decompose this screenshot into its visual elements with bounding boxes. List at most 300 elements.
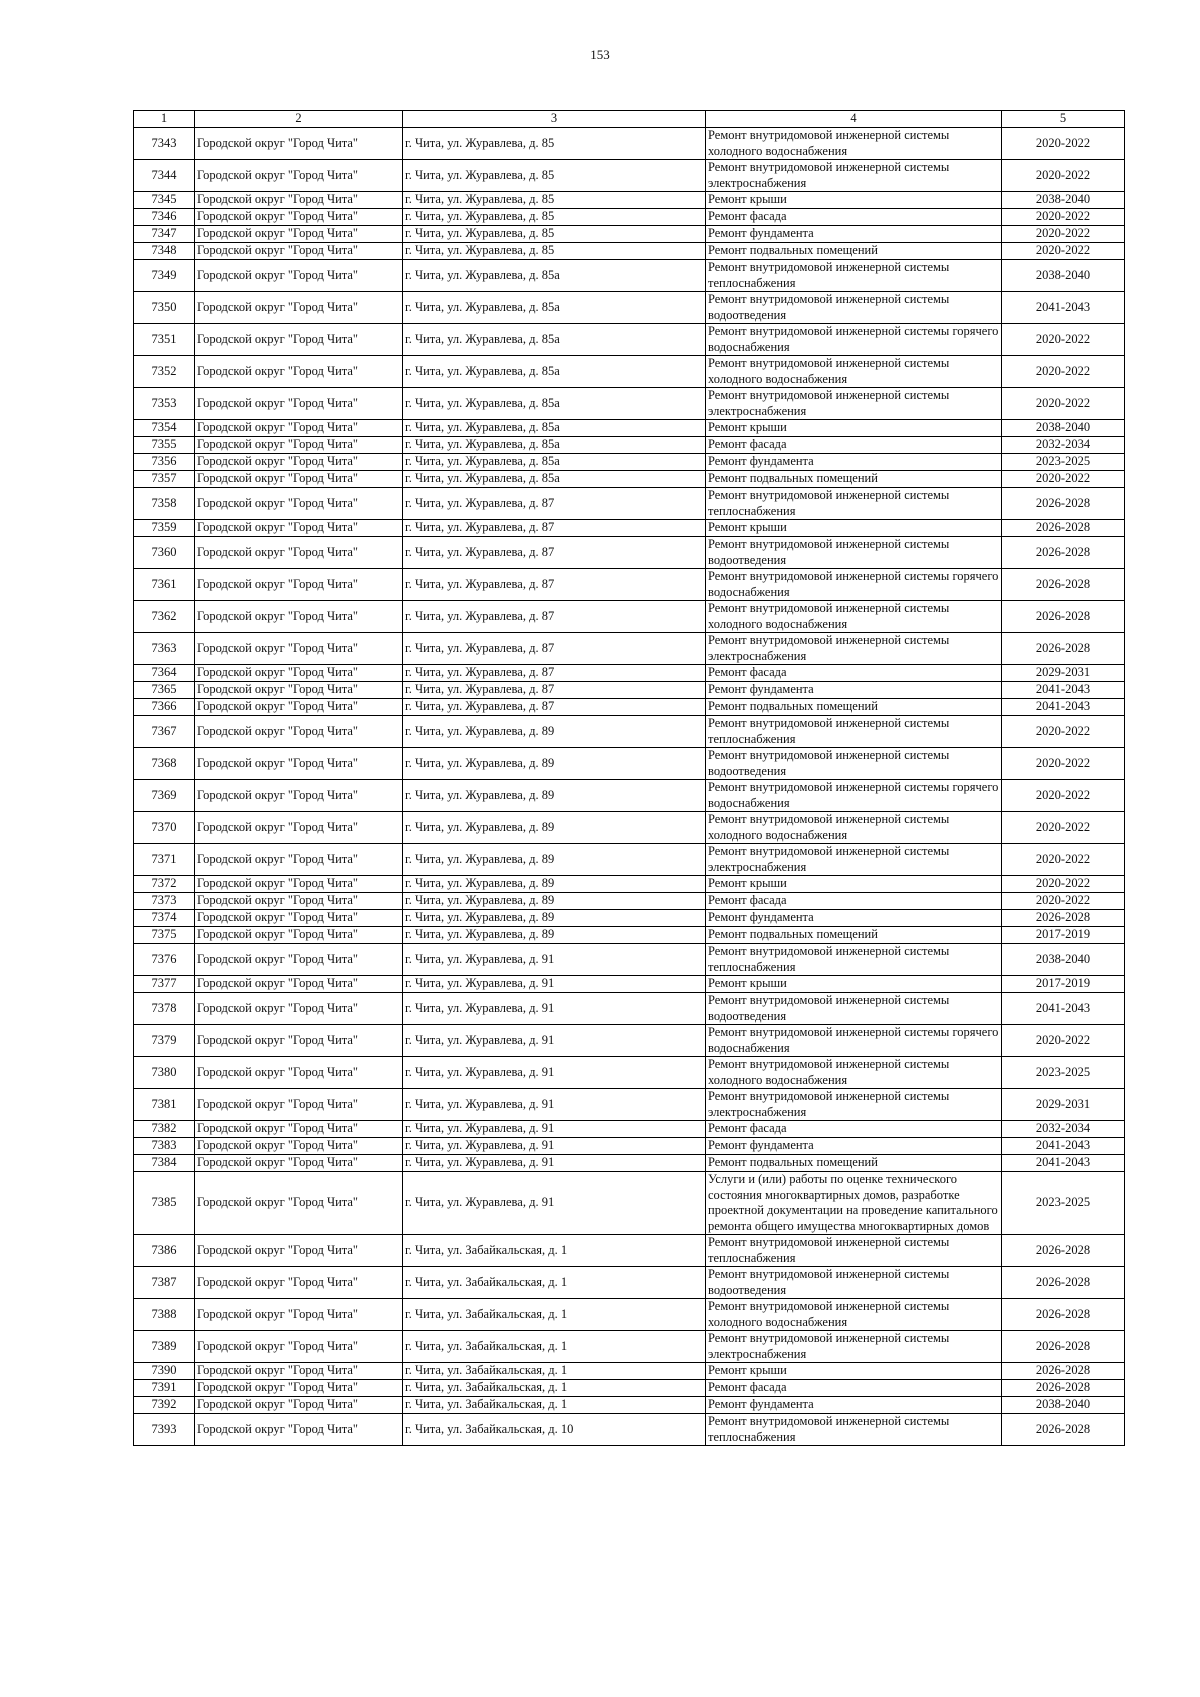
period-cell: 2026-2028: [1002, 537, 1125, 569]
work-type-cell: Ремонт внутридомовой инженерной системы теплоснабжения: [706, 716, 1002, 748]
municipality-cell: Городской округ "Город Чита": [195, 1138, 403, 1155]
municipality-cell: Городской округ "Город Чита": [195, 1380, 403, 1397]
period-cell: 2026-2028: [1002, 1267, 1125, 1299]
work-type-cell: Ремонт внутридомовой инженерной системы водоотведения: [706, 1267, 1002, 1299]
period-cell: 2020-2022: [1002, 780, 1125, 812]
period-cell: 2029-2031: [1002, 665, 1125, 682]
period-cell: 2032-2034: [1002, 1121, 1125, 1138]
period-cell: 2020-2022: [1002, 356, 1125, 388]
municipality-cell: Городской округ "Город Чита": [195, 1057, 403, 1089]
period-cell: 2026-2028: [1002, 1299, 1125, 1331]
municipality-cell: Городской округ "Город Чита": [195, 927, 403, 944]
column-header: 1: [134, 111, 195, 128]
repair-schedule-table: [133, 110, 1125, 1446]
address-cell: г. Чита, ул. Журавлева, д. 91: [403, 1155, 706, 1172]
municipality-cell: Городской округ "Город Чита": [195, 1267, 403, 1299]
table-row: [134, 780, 1125, 812]
work-type-cell: Ремонт крыши: [706, 420, 1002, 437]
municipality-cell: Городской округ "Город Чита": [195, 944, 403, 976]
period-cell: 2020-2022: [1002, 1025, 1125, 1057]
address-cell: г. Чита, ул. Журавлева, д. 89: [403, 927, 706, 944]
row-number-cell: 7349: [134, 260, 195, 292]
row-number-cell: 7362: [134, 601, 195, 633]
work-type-cell: Ремонт фасада: [706, 209, 1002, 226]
municipality-cell: Городской округ "Город Чита": [195, 748, 403, 780]
municipality-cell: Городской округ "Город Чита": [195, 1121, 403, 1138]
table-row: [134, 569, 1125, 601]
table-row: [134, 488, 1125, 520]
municipality-cell: Городской округ "Город Чита": [195, 569, 403, 601]
column-header: 3: [403, 111, 706, 128]
municipality-cell: Городской округ "Город Чита": [195, 780, 403, 812]
address-cell: г. Чита, ул. Журавлева, д. 91: [403, 1089, 706, 1121]
work-type-cell: Ремонт внутридомовой инженерной системы электроснабжения: [706, 160, 1002, 192]
work-type-cell: Ремонт подвальных помещений: [706, 927, 1002, 944]
table-row: [134, 1155, 1125, 1172]
row-number-cell: 7344: [134, 160, 195, 192]
period-cell: 2029-2031: [1002, 1089, 1125, 1121]
address-cell: г. Чита, ул. Забайкальская, д. 1: [403, 1267, 706, 1299]
row-number-cell: 7358: [134, 488, 195, 520]
address-cell: г. Чита, ул. Журавлева, д. 91: [403, 1121, 706, 1138]
municipality-cell: Городской округ "Город Чита": [195, 388, 403, 420]
municipality-cell: Городской округ "Город Чита": [195, 356, 403, 388]
row-number-cell: 7343: [134, 128, 195, 160]
table-row: [134, 243, 1125, 260]
period-cell: 2038-2040: [1002, 944, 1125, 976]
municipality-cell: Городской округ "Город Чита": [195, 844, 403, 876]
table-row: [134, 388, 1125, 420]
table-row: [134, 324, 1125, 356]
municipality-cell: Городской округ "Город Чита": [195, 1089, 403, 1121]
work-type-cell: Ремонт фундамента: [706, 226, 1002, 243]
work-type-cell: Ремонт внутридомовой инженерной системы электроснабжения: [706, 1331, 1002, 1363]
work-type-cell: Ремонт фундамента: [706, 1138, 1002, 1155]
row-number-cell: 7387: [134, 1267, 195, 1299]
period-cell: 2041-2043: [1002, 1155, 1125, 1172]
row-number-cell: 7380: [134, 1057, 195, 1089]
row-number-cell: 7378: [134, 993, 195, 1025]
municipality-cell: Городской округ "Город Чита": [195, 876, 403, 893]
work-type-cell: Ремонт внутридомовой инженерной системы теплоснабжения: [706, 260, 1002, 292]
work-type-cell: Ремонт фундамента: [706, 1397, 1002, 1414]
address-cell: г. Чита, ул. Журавлева, д. 87: [403, 537, 706, 569]
period-cell: 2038-2040: [1002, 260, 1125, 292]
address-cell: г. Чита, ул. Забайкальская, д. 1: [403, 1299, 706, 1331]
table-row: [134, 976, 1125, 993]
municipality-cell: Городской округ "Город Чита": [195, 1397, 403, 1414]
period-cell: 2026-2028: [1002, 601, 1125, 633]
address-cell: г. Чита, ул. Журавлева, д. 91: [403, 993, 706, 1025]
work-type-cell: Ремонт внутридомовой инженерной системы электроснабжения: [706, 844, 1002, 876]
row-number-cell: 7375: [134, 927, 195, 944]
address-cell: г. Чита, ул. Журавлева, д. 87: [403, 699, 706, 716]
work-type-cell: Ремонт крыши: [706, 876, 1002, 893]
municipality-cell: Городской округ "Город Чита": [195, 537, 403, 569]
municipality-cell: Городской округ "Город Чита": [195, 437, 403, 454]
address-cell: г. Чита, ул. Журавлева, д. 91: [403, 1025, 706, 1057]
period-cell: 2026-2028: [1002, 1331, 1125, 1363]
period-cell: 2026-2028: [1002, 520, 1125, 537]
address-cell: г. Чита, ул. Журавлева, д. 89: [403, 893, 706, 910]
period-cell: 2041-2043: [1002, 292, 1125, 324]
table-row: [134, 1363, 1125, 1380]
column-header: 5: [1002, 111, 1125, 128]
address-cell: г. Чита, ул. Журавлева, д. 85а: [403, 292, 706, 324]
period-cell: 2026-2028: [1002, 910, 1125, 927]
municipality-cell: Городской округ "Город Чита": [195, 976, 403, 993]
period-cell: 2023-2025: [1002, 454, 1125, 471]
work-type-cell: Ремонт внутридомовой инженерной системы водоотведения: [706, 292, 1002, 324]
address-cell: г. Чита, ул. Журавлева, д. 89: [403, 780, 706, 812]
period-cell: 2020-2022: [1002, 748, 1125, 780]
row-number-cell: 7366: [134, 699, 195, 716]
work-type-cell: Ремонт крыши: [706, 192, 1002, 209]
period-cell: 2026-2028: [1002, 1363, 1125, 1380]
period-cell: 2041-2043: [1002, 1138, 1125, 1155]
table-row: [134, 1331, 1125, 1363]
address-cell: г. Чита, ул. Журавлева, д. 91: [403, 1057, 706, 1089]
address-cell: г. Чита, ул. Журавлева, д. 91: [403, 1138, 706, 1155]
table-body: [134, 128, 1125, 1446]
table-row: [134, 520, 1125, 537]
municipality-cell: Городской округ "Город Чита": [195, 665, 403, 682]
municipality-cell: Городской округ "Город Чита": [195, 633, 403, 665]
work-type-cell: Ремонт внутридомовой инженерной системы горячего водоснабжения: [706, 780, 1002, 812]
table-row: [134, 748, 1125, 780]
work-type-cell: Ремонт внутридомовой инженерной системы теплоснабжения: [706, 1235, 1002, 1267]
address-cell: г. Чита, ул. Журавлева, д. 89: [403, 812, 706, 844]
table-row: [134, 454, 1125, 471]
table-row: [134, 812, 1125, 844]
table-row: [134, 420, 1125, 437]
table-row: [134, 633, 1125, 665]
address-cell: г. Чита, ул. Журавлева, д. 85: [403, 209, 706, 226]
work-type-cell: Ремонт подвальных помещений: [706, 243, 1002, 260]
work-type-cell: Ремонт внутридомовой инженерной системы горячего водоснабжения: [706, 569, 1002, 601]
row-number-cell: 7356: [134, 454, 195, 471]
municipality-cell: Городской округ "Город Чита": [195, 682, 403, 699]
row-number-cell: 7371: [134, 844, 195, 876]
period-cell: 2020-2022: [1002, 388, 1125, 420]
row-number-cell: 7357: [134, 471, 195, 488]
work-type-cell: Услуги и (или) работы по оценке технического состояния многоквартирных домов, разработке проектной документации на проведение капитального ремонта общего имущества многоквартирных домов: [706, 1172, 1002, 1235]
header-row: [134, 111, 1125, 128]
period-cell: 2038-2040: [1002, 192, 1125, 209]
work-type-cell: Ремонт крыши: [706, 1363, 1002, 1380]
row-number-cell: 7372: [134, 876, 195, 893]
municipality-cell: Городской округ "Город Чита": [195, 324, 403, 356]
row-number-cell: 7379: [134, 1025, 195, 1057]
table-row: [134, 927, 1125, 944]
municipality-cell: Городской округ "Город Чита": [195, 471, 403, 488]
period-cell: 2020-2022: [1002, 844, 1125, 876]
municipality-cell: Городской округ "Город Чита": [195, 716, 403, 748]
row-number-cell: 7352: [134, 356, 195, 388]
table-row: [134, 1057, 1125, 1089]
page-number: 153: [590, 47, 610, 62]
row-number-cell: 7368: [134, 748, 195, 780]
table-row: [134, 471, 1125, 488]
table-row: [134, 1299, 1125, 1331]
work-type-cell: Ремонт внутридомовой инженерной системы теплоснабжения: [706, 488, 1002, 520]
work-type-cell: Ремонт фасада: [706, 665, 1002, 682]
municipality-cell: Городской округ "Город Чита": [195, 454, 403, 471]
municipality-cell: Городской округ "Город Чита": [195, 488, 403, 520]
address-cell: г. Чита, ул. Забайкальская, д. 10: [403, 1414, 706, 1446]
row-number-cell: 7386: [134, 1235, 195, 1267]
municipality-cell: Городской округ "Город Чита": [195, 209, 403, 226]
work-type-cell: Ремонт внутридомовой инженерной системы горячего водоснабжения: [706, 1025, 1002, 1057]
work-type-cell: Ремонт внутридомовой инженерной системы электроснабжения: [706, 1089, 1002, 1121]
table-row: [134, 1121, 1125, 1138]
address-cell: г. Чита, ул. Забайкальская, д. 1: [403, 1380, 706, 1397]
work-type-cell: Ремонт внутридомовой инженерной системы холодного водоснабжения: [706, 812, 1002, 844]
municipality-cell: Городской округ "Город Чита": [195, 910, 403, 927]
period-cell: 2041-2043: [1002, 682, 1125, 699]
work-type-cell: Ремонт внутридомовой инженерной системы холодного водоснабжения: [706, 601, 1002, 633]
period-cell: 2020-2022: [1002, 876, 1125, 893]
table-row: [134, 356, 1125, 388]
table-row: [134, 601, 1125, 633]
work-type-cell: Ремонт внутридомовой инженерной системы электроснабжения: [706, 633, 1002, 665]
work-type-cell: Ремонт крыши: [706, 976, 1002, 993]
municipality-cell: Городской округ "Город Чита": [195, 292, 403, 324]
table-row: [134, 1414, 1125, 1446]
address-cell: г. Чита, ул. Журавлева, д. 89: [403, 876, 706, 893]
address-cell: г. Чита, ул. Журавлева, д. 91: [403, 1172, 706, 1235]
row-number-cell: 7383: [134, 1138, 195, 1155]
row-number-cell: 7392: [134, 1397, 195, 1414]
address-cell: г. Чита, ул. Журавлева, д. 85а: [403, 356, 706, 388]
period-cell: 2020-2022: [1002, 716, 1125, 748]
municipality-cell: Городской округ "Город Чита": [195, 160, 403, 192]
period-cell: 2038-2040: [1002, 1397, 1125, 1414]
row-number-cell: 7360: [134, 537, 195, 569]
period-cell: 2017-2019: [1002, 976, 1125, 993]
row-number-cell: 7348: [134, 243, 195, 260]
address-cell: г. Чита, ул. Журавлева, д. 85: [403, 128, 706, 160]
address-cell: г. Чита, ул. Журавлева, д. 91: [403, 976, 706, 993]
row-number-cell: 7365: [134, 682, 195, 699]
address-cell: г. Чита, ул. Журавлева, д. 85: [403, 192, 706, 209]
municipality-cell: Городской округ "Город Чита": [195, 1299, 403, 1331]
municipality-cell: Городской округ "Город Чита": [195, 243, 403, 260]
table-row: [134, 944, 1125, 976]
municipality-cell: Городской округ "Город Чита": [195, 128, 403, 160]
address-cell: г. Чита, ул. Журавлева, д. 87: [403, 488, 706, 520]
period-cell: 2020-2022: [1002, 160, 1125, 192]
address-cell: г. Чита, ул. Журавлева, д. 85а: [403, 437, 706, 454]
table-row: [134, 192, 1125, 209]
work-type-cell: Ремонт подвальных помещений: [706, 471, 1002, 488]
municipality-cell: Городской округ "Город Чита": [195, 1414, 403, 1446]
row-number-cell: 7347: [134, 226, 195, 243]
address-cell: г. Чита, ул. Журавлева, д. 85: [403, 243, 706, 260]
address-cell: г. Чита, ул. Журавлева, д. 91: [403, 944, 706, 976]
row-number-cell: 7369: [134, 780, 195, 812]
table-row: [134, 437, 1125, 454]
municipality-cell: Городской округ "Город Чита": [195, 260, 403, 292]
work-type-cell: Ремонт подвальных помещений: [706, 699, 1002, 716]
period-cell: 2038-2040: [1002, 420, 1125, 437]
table-row: [134, 893, 1125, 910]
row-number-cell: 7370: [134, 812, 195, 844]
municipality-cell: Городской округ "Город Чита": [195, 812, 403, 844]
table-row: [134, 128, 1125, 160]
row-number-cell: 7377: [134, 976, 195, 993]
address-cell: г. Чита, ул. Журавлева, д. 85а: [403, 471, 706, 488]
row-number-cell: 7350: [134, 292, 195, 324]
period-cell: 2020-2022: [1002, 324, 1125, 356]
table-row: [134, 1380, 1125, 1397]
address-cell: г. Чита, ул. Журавлева, д. 87: [403, 569, 706, 601]
work-type-cell: Ремонт фундамента: [706, 682, 1002, 699]
period-cell: 2026-2028: [1002, 1380, 1125, 1397]
table-row: [134, 876, 1125, 893]
work-type-cell: Ремонт фундамента: [706, 454, 1002, 471]
row-number-cell: 7359: [134, 520, 195, 537]
work-type-cell: Ремонт внутридомовой инженерной системы водоотведения: [706, 993, 1002, 1025]
period-cell: 2032-2034: [1002, 437, 1125, 454]
address-cell: г. Чита, ул. Забайкальская, д. 1: [403, 1363, 706, 1380]
address-cell: г. Чита, ул. Журавлева, д. 89: [403, 910, 706, 927]
period-cell: 2041-2043: [1002, 699, 1125, 716]
work-type-cell: Ремонт подвальных помещений: [706, 1155, 1002, 1172]
address-cell: г. Чита, ул. Забайкальская, д. 1: [403, 1331, 706, 1363]
table-row: [134, 260, 1125, 292]
work-type-cell: Ремонт внутридомовой инженерной системы горячего водоснабжения: [706, 324, 1002, 356]
table-row: [134, 209, 1125, 226]
work-type-cell: Ремонт фасада: [706, 437, 1002, 454]
work-type-cell: Ремонт фасада: [706, 1121, 1002, 1138]
table-row: [134, 993, 1125, 1025]
period-cell: 2020-2022: [1002, 226, 1125, 243]
municipality-cell: Городской округ "Город Чита": [195, 520, 403, 537]
municipality-cell: Городской округ "Город Чита": [195, 993, 403, 1025]
address-cell: г. Чита, ул. Журавлева, д. 85а: [403, 454, 706, 471]
row-number-cell: 7382: [134, 1121, 195, 1138]
period-cell: 2020-2022: [1002, 812, 1125, 844]
address-cell: г. Чита, ул. Журавлева, д. 87: [403, 682, 706, 699]
work-type-cell: Ремонт внутридомовой инженерной системы теплоснабжения: [706, 944, 1002, 976]
municipality-cell: Городской округ "Город Чита": [195, 1331, 403, 1363]
period-cell: 2020-2022: [1002, 471, 1125, 488]
work-type-cell: Ремонт внутридомовой инженерной системы электроснабжения: [706, 388, 1002, 420]
period-cell: 2020-2022: [1002, 893, 1125, 910]
period-cell: 2026-2028: [1002, 1414, 1125, 1446]
table-row: [134, 699, 1125, 716]
table-row: [134, 1089, 1125, 1121]
address-cell: г. Чита, ул. Журавлева, д. 85: [403, 226, 706, 243]
table-row: [134, 1267, 1125, 1299]
table-row: [134, 1397, 1125, 1414]
address-cell: г. Чита, ул. Журавлева, д. 89: [403, 716, 706, 748]
row-number-cell: 7346: [134, 209, 195, 226]
column-header: 4: [706, 111, 1002, 128]
address-cell: г. Чита, ул. Журавлева, д. 89: [403, 844, 706, 876]
table-row: [134, 844, 1125, 876]
work-type-cell: Ремонт внутридомовой инженерной системы холодного водоснабжения: [706, 1299, 1002, 1331]
municipality-cell: Городской округ "Город Чита": [195, 699, 403, 716]
municipality-cell: Городской округ "Город Чита": [195, 893, 403, 910]
row-number-cell: 7389: [134, 1331, 195, 1363]
municipality-cell: Городской округ "Город Чита": [195, 192, 403, 209]
row-number-cell: 7381: [134, 1089, 195, 1121]
table-row: [134, 716, 1125, 748]
column-header: 2: [195, 111, 403, 128]
row-number-cell: 7355: [134, 437, 195, 454]
municipality-cell: Городской округ "Город Чита": [195, 1363, 403, 1380]
table-row: [134, 537, 1125, 569]
table-row: [134, 682, 1125, 699]
row-number-cell: 7364: [134, 665, 195, 682]
address-cell: г. Чита, ул. Журавлева, д. 85а: [403, 420, 706, 437]
period-cell: 2023-2025: [1002, 1172, 1125, 1235]
table-header: [134, 111, 1125, 128]
address-cell: г. Чита, ул. Журавлева, д. 87: [403, 601, 706, 633]
address-cell: г. Чита, ул. Журавлева, д. 85: [403, 160, 706, 192]
municipality-cell: Городской округ "Город Чита": [195, 420, 403, 437]
row-number-cell: 7373: [134, 893, 195, 910]
work-type-cell: Ремонт фасада: [706, 893, 1002, 910]
table-row: [134, 1235, 1125, 1267]
row-number-cell: 7351: [134, 324, 195, 356]
address-cell: г. Чита, ул. Журавлева, д. 85а: [403, 388, 706, 420]
municipality-cell: Городской округ "Город Чита": [195, 1025, 403, 1057]
work-type-cell: Ремонт внутридомовой инженерной системы холодного водоснабжения: [706, 128, 1002, 160]
table-row: [134, 292, 1125, 324]
period-cell: 2026-2028: [1002, 569, 1125, 601]
period-cell: 2026-2028: [1002, 633, 1125, 665]
table-row: [134, 1138, 1125, 1155]
municipality-cell: Городской округ "Город Чита": [195, 1172, 403, 1235]
municipality-cell: Городской округ "Город Чита": [195, 226, 403, 243]
municipality-cell: Городской округ "Город Чита": [195, 1235, 403, 1267]
work-type-cell: Ремонт внутридомовой инженерной системы водоотведения: [706, 537, 1002, 569]
address-cell: г. Чита, ул. Журавлева, д. 87: [403, 665, 706, 682]
period-cell: 2041-2043: [1002, 993, 1125, 1025]
row-number-cell: 7384: [134, 1155, 195, 1172]
row-number-cell: 7385: [134, 1172, 195, 1235]
table-row: [134, 160, 1125, 192]
table-row: [134, 665, 1125, 682]
work-type-cell: Ремонт внутридомовой инженерной системы теплоснабжения: [706, 1414, 1002, 1446]
work-type-cell: Ремонт фасада: [706, 1380, 1002, 1397]
work-type-cell: Ремонт внутридомовой инженерной системы холодного водоснабжения: [706, 1057, 1002, 1089]
address-cell: г. Чита, ул. Журавлева, д. 87: [403, 520, 706, 537]
period-cell: 2026-2028: [1002, 488, 1125, 520]
work-type-cell: Ремонт крыши: [706, 520, 1002, 537]
row-number-cell: 7391: [134, 1380, 195, 1397]
address-cell: г. Чита, ул. Журавлева, д. 89: [403, 748, 706, 780]
municipality-cell: Городской округ "Город Чита": [195, 601, 403, 633]
table-row: [134, 1025, 1125, 1057]
period-cell: 2017-2019: [1002, 927, 1125, 944]
row-number-cell: 7345: [134, 192, 195, 209]
address-cell: г. Чита, ул. Журавлева, д. 85а: [403, 324, 706, 356]
period-cell: 2026-2028: [1002, 1235, 1125, 1267]
address-cell: г. Чита, ул. Журавлева, д. 85а: [403, 260, 706, 292]
period-cell: 2023-2025: [1002, 1057, 1125, 1089]
period-cell: 2020-2022: [1002, 243, 1125, 260]
work-type-cell: Ремонт внутридомовой инженерной системы холодного водоснабжения: [706, 356, 1002, 388]
work-type-cell: Ремонт фундамента: [706, 910, 1002, 927]
address-cell: г. Чита, ул. Забайкальская, д. 1: [403, 1397, 706, 1414]
work-type-cell: Ремонт внутридомовой инженерной системы водоотведения: [706, 748, 1002, 780]
row-number-cell: 7393: [134, 1414, 195, 1446]
row-number-cell: 7363: [134, 633, 195, 665]
